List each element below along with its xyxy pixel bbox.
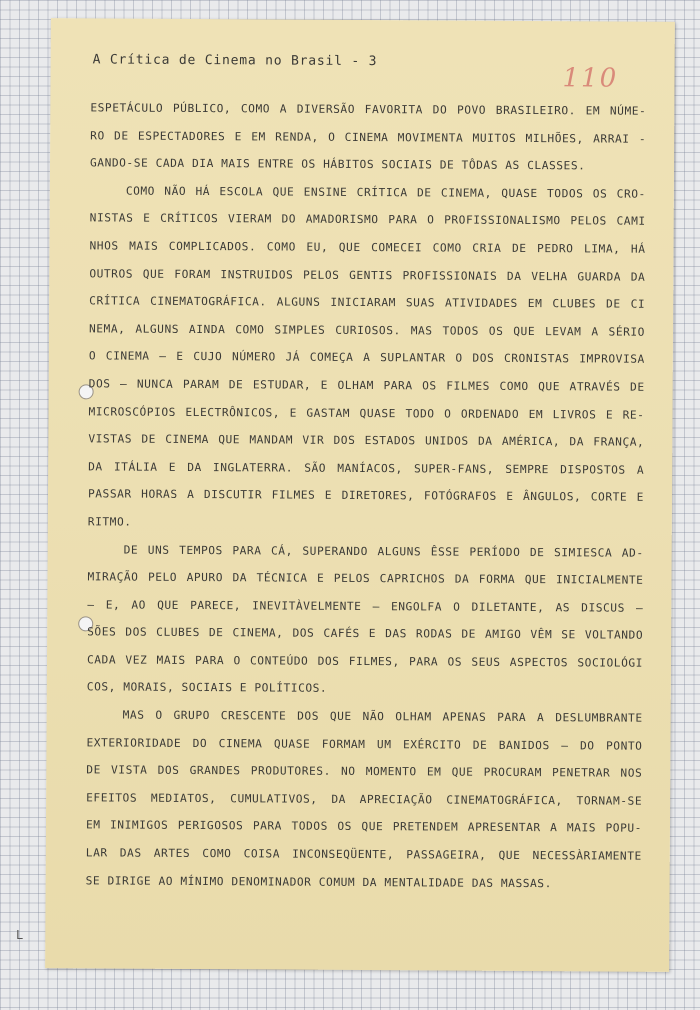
margin-mark: L [16,928,24,942]
text-line: RO DE ESPECTADORES E EM RENDA, O CINEMA MOVIMENTA MUITOS MILHÕES, ARRAI - [90,128,647,146]
text-line: NEMA, ALGUNS AINDA COMO SIMPLES CURIOSOS. MAS TODOS OS QUE LEVAM A SÉRIO [88,322,646,339]
text-line: DOS — NUNCA PARAM DE ESTUDAR, E OLHAM PARA OS FILMES COMO QUE ATRAVÉS DE [88,377,645,394]
text-line: SÕES DOS CLUBES DE CINEMA, DOS CAFÉS E DAS RODAS DE AMIGO VÊM SE VOLTANDO [87,625,644,643]
text-line: NISTAS E CRÍTICOS VIERAM DO AMADORISMO PARA O PROFISSIONALISMO PELOS CAMI [89,211,646,229]
text-line: SE DIRIGE AO MÍNIMO DENOMINADOR COMUM DA MENTALIDADE DAS MASSAS. [85,873,552,890]
text-line: LAR DAS ARTES COMO COISA INCONSEQÜENTE, PASSAGEIRA, QUE NECESSÀRIAMENTE [85,846,642,863]
text-line: NHOS MAIS COMPLICADOS. COMO EU, QUE COMECEI COMO CRIA DE PEDRO LIMA, HÁ [89,239,646,256]
text-line: COMO NÃO HÁ ESCOLA QUE ENSINE CRÍTICA DE CINEMA, QUASE TODOS OS CRO- [125,184,646,201]
text-line: DA ITÁLIA E DA INGLATERRA. SÃO MANÍACOS, SUPER-FANS, SEMPRE DISPOSTOS A [88,460,645,477]
text-line: PASSAR HORAS A DISCUTIR FILMES E DIRETORES, FOTÓGRAFOS E ÂNGULOS, CORTE E [87,487,645,505]
text-line: CADA VEZ MAIS PARA O CONTEÚDO DOS FILMES, PARA OS SEUS ASPECTOS SOCIOLÓGI [86,653,644,670]
text-line: DE VISTA DOS GRANDES PRODUTORES. NO MOMENTO EM QUE PROCURAM PENETRAR NOS [86,763,643,780]
text-line: CRÍTICA CINEMATOGRÁFICA. ALGUNS INICIARAM SUAS ATIVIDADES EM CLUBES DE CI [89,294,646,311]
handwritten-page-number: 110 [562,63,619,94]
text-line: EFEITOS MEDIATOS, CUMULATIVOS, DA APRECIAÇÃO CINEMATOGRÁFICA, TORNAM-SE [86,791,643,808]
text-line: GANDO-SE CADA DIA MAIS ENTRE OS HÁBITOS SOCIAIS DE TÔDAS AS CLASSES. [89,156,586,173]
text-line: RITMO. [87,515,132,529]
text-line: COS, MORAIS, SOCIAIS E POLÍTICOS. [86,680,328,696]
text-line: OUTROS QUE FORAM INSTRUIDOS PELOS GENTIS PROFISSIONAIS DA VELHA GUARDA DA [89,266,646,284]
text-line: — E, AO QUE PARECE, INEVITÀVELMENTE — ENGOLFA O DILETANTE, AS DISCUS — [87,598,644,615]
text-line: EXTERIORIDADE DO CINEMA QUASE FORMAM UM EXÉRCITO DE BANIDOS — DO PONTO [86,735,643,753]
text-line: MAS O GRUPO CRESCENTE DOS QUE NÃO OLHAM APENAS PARA A DESLUMBRANTE [122,708,643,725]
typed-body-text [86,94,647,898]
text-line: VISTAS DE CINEMA QUE MANDAM VIR DOS ESTADOS UNIDOS DA AMÉRICA, DA FRANÇA, [88,432,645,449]
typed-page [45,18,675,972]
text-line: MIRAÇÃO PELO APURO DA TÉCNICA E PELOS CAPRICHOS DA FORMA QUE INICIALMENTE [87,570,644,587]
text-line: MICROSCÓPIOS ELECTRÔNICOS, E GASTAM QUASE TODO O ORDENADO EM LIVROS E RE- [88,404,645,422]
text-line: ESPETÁCULO PÚBLICO, COMO A DIVERSÃO FAVORITA DO POVO BRASILEIRO. EM NÚME- [90,101,647,118]
text-line: EM INIMIGOS PERIGOSOS PARA TODOS OS QUE PRETENDEM APRESENTAR A MAIS POPU- [85,818,643,836]
text-line: O CINEMA — E CUJO NÚMERO JÁ COMEÇA A SUPLANTAR O DOS CRONISTAS IMPROVISA [88,349,645,367]
page-header: A Crítica de Cinema no Brasil - 3 [92,52,378,70]
text-line: DE UNS TEMPOS PARA CÁ, SUPERANDO ALGUNS ÊSSE PERÍODO DE SIMIESCA AD- [123,543,644,560]
